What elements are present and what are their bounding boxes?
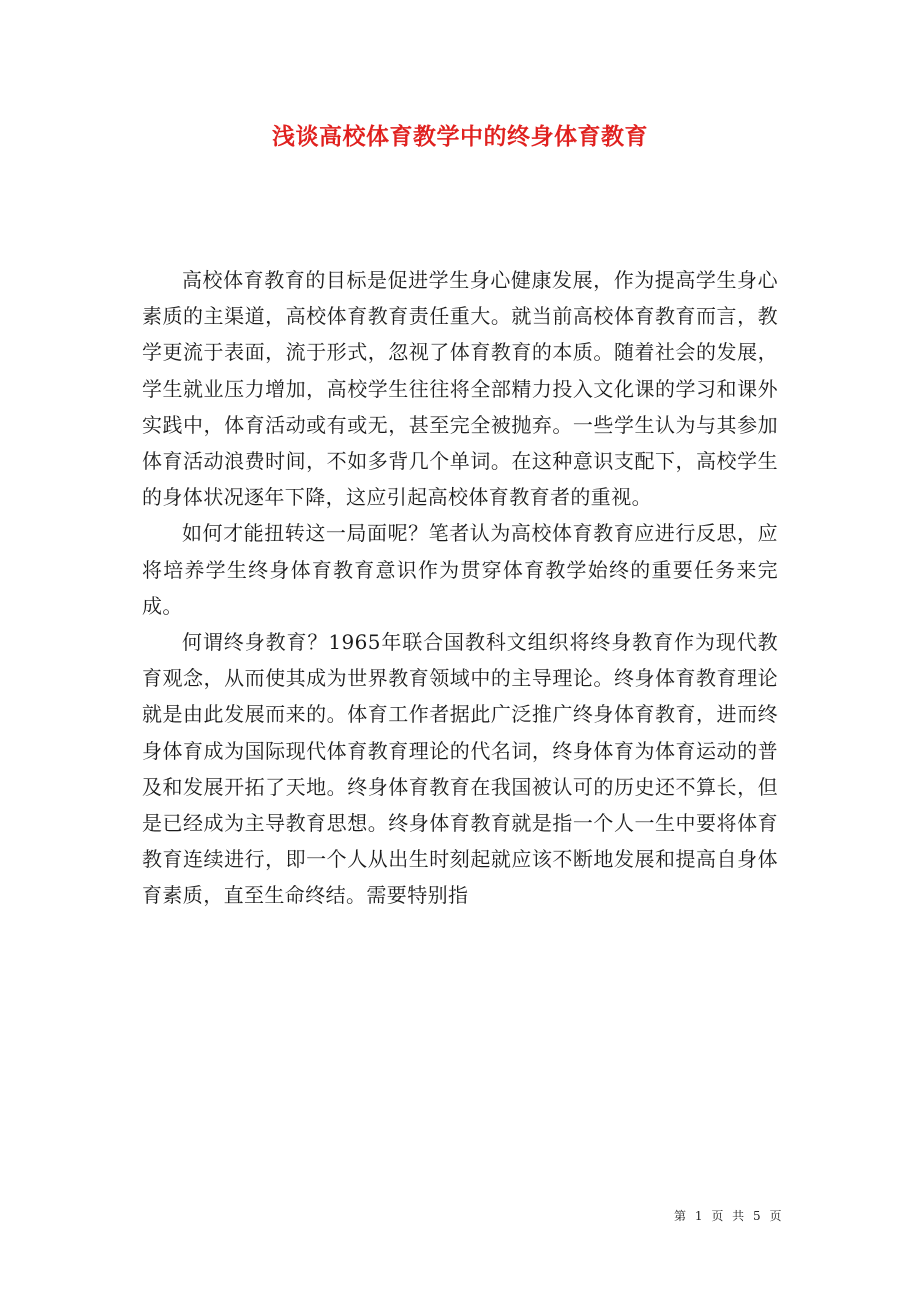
footer-mid1: 页 (711, 1209, 724, 1223)
paragraph: 如何才能扭转这一局面呢？笔者认为高校体育教育应进行反思，应将培养学生终身体育教育意识作为贯穿体育教学始终的重要任务来完成。 (142, 521, 778, 618)
page-footer (672, 1207, 784, 1224)
paragraph: 高校体育教育的目标是促进学生身心健康发展，作为提高学生身心素质的主渠道，高校体育教育责任重大。就当前高校体育教育而言，教学更流于表面，流于形式，忽视了体育教育的本质。随着社会的发展，学生就业压力增加，高校学生往往将全部精力投入文化课的学习和课外实践中，体育活动或有或无，甚至完全被抛弃。一些学生认为与其参加体育活动浪费时间，不如多背几个单词。在这种意识支配下，高校学生的身体状况逐年下降，这应引起高校体育教育者的重视。 (142, 268, 778, 510)
document-body (142, 262, 778, 914)
paragraph: 何谓终身教育？1965年联合国教科文组织将终身教育作为现代教育观念，从而使其成为世界教育领域中的主导理论。终身体育教育理论就是由此发展而来的。体育工作者据此广泛推广终身体育教育，进而终身体育成为国际现代体育教育理论的代名词，终身体育为体育运动的普及和发展开拓了天地。终身体育教育在我国被认可的历史还不算长，但是已经成为主导教育思想。终身体育教育就是指一个人一生中要将体育教育连续进行，即一个人从出生时刻起就应该不断地发展和提高自身体育素质，直至生命终结。需要特别指 (142, 630, 778, 908)
footer-mid2: 共 (732, 1209, 745, 1223)
document-title: 浅谈高校体育教学中的终身体育教育 (272, 123, 648, 150)
footer-total-pages: 5 (753, 1209, 762, 1223)
footer-prefix: 第 (674, 1209, 687, 1223)
footer-current-page: 1 (694, 1209, 703, 1223)
footer-suffix: 页 (769, 1209, 782, 1223)
